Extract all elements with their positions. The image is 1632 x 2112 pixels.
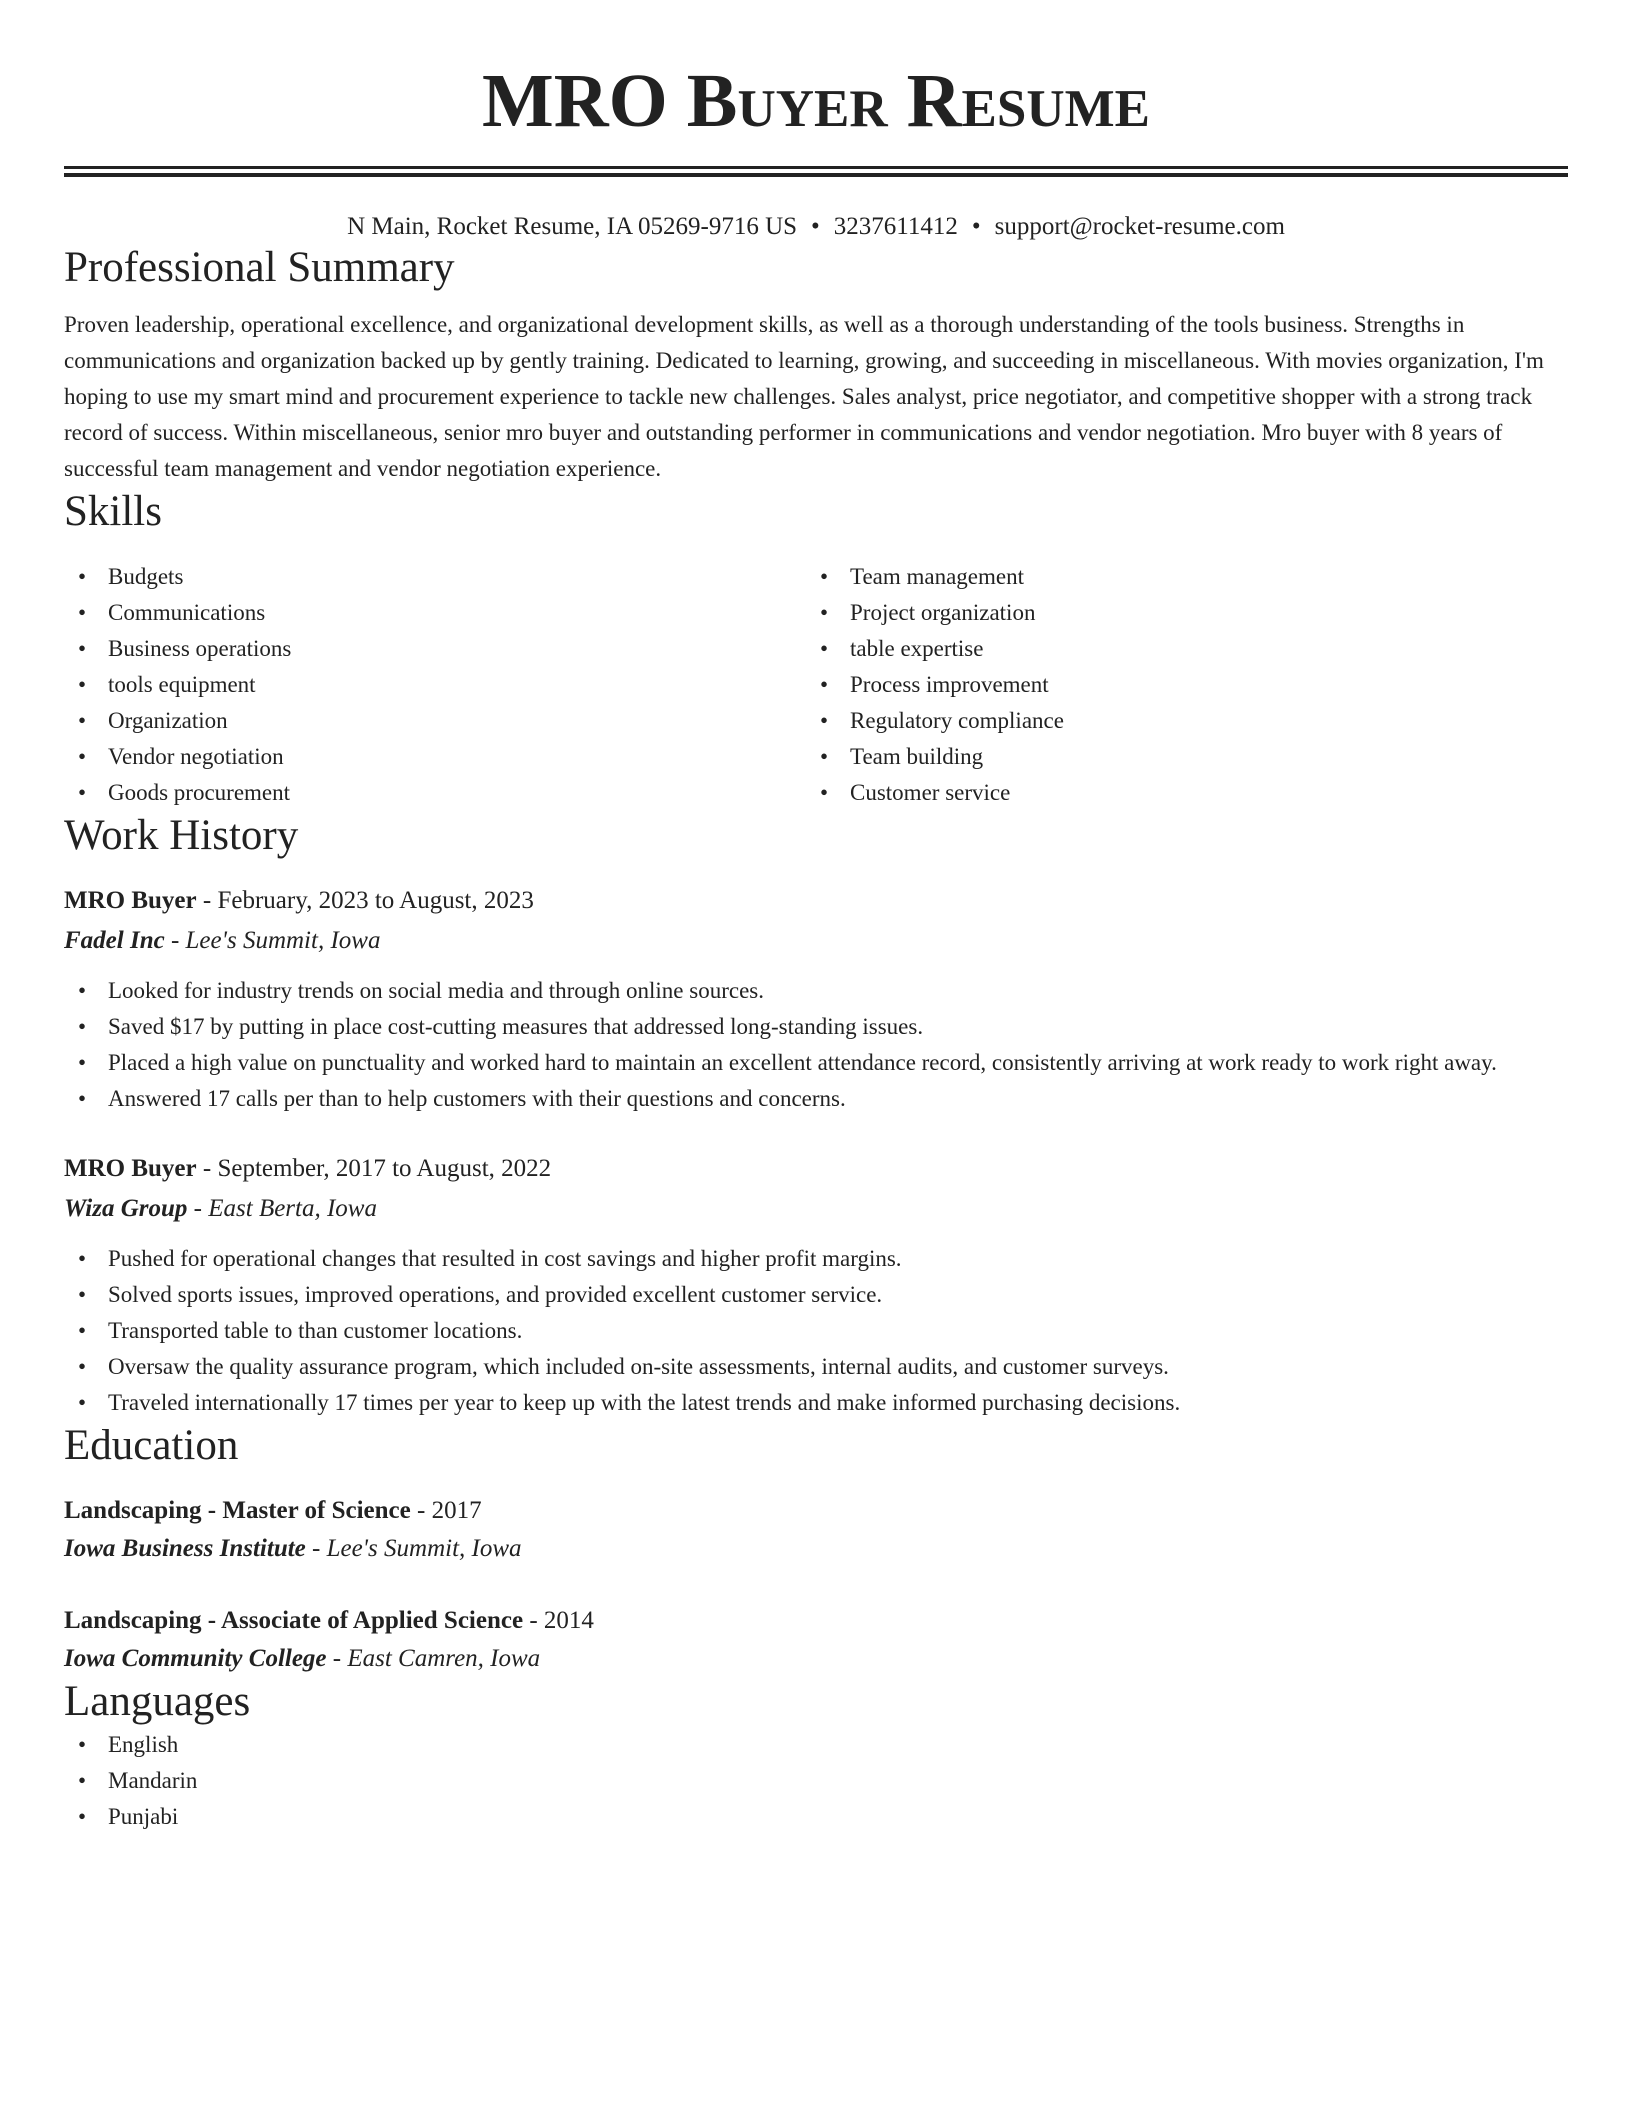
job-duty: • Pushed for operational changes that resulted in cost savings and higher profit margins.	[64, 1241, 1568, 1277]
job-duties	[64, 1241, 1568, 1421]
job-duty: • Solved sports issues, improved operations, and provided excellent customer service.	[64, 1277, 1568, 1313]
skill-item: • Customer service	[806, 775, 1548, 811]
skills-column-left	[64, 559, 806, 811]
contact-address: N Main, Rocket Resume, IA 05269-9716 US	[347, 213, 798, 240]
languages-list	[64, 1727, 1568, 1835]
title-divider	[64, 166, 1568, 177]
education-heading: Education	[64, 1422, 239, 1469]
job-duty: • Placed a high value on punctuality and worked hard to maintain an excellent attendance record, consistently arriving at work ready to work right away.	[64, 1045, 1568, 1081]
skill-item: • Process improvement	[806, 667, 1548, 703]
skill-item: • table expertise	[806, 631, 1548, 667]
job-entry	[64, 1151, 1568, 1421]
summary-text: Proven leadership, operational excellence, and organizational development skills, as well as a thorough understanding of the tools business. Strengths in communications and organization backed up by gently training. Dedicated to learning, growing, and succeeding in miscellaneous. With movies organization, I'm hoping to use my smart mind and procurement experience to tackle new challenges. Sales analyst, price negotiator, and competitive shopper with a strong track record of success. Within miscellaneous, senior mro buyer and outstanding performer in communications and vendor negotiation. Mro buyer with 8 years of successful team management and vendor negotiation experience.	[64, 312, 1544, 481]
job-duty: • Oversaw the quality assurance program, which included on-site assessments, internal audits, and customer surveys.	[64, 1349, 1568, 1385]
skill-item: • Project organization	[806, 595, 1548, 631]
job-header	[64, 883, 1568, 919]
contact-phone: 3237611412	[833, 213, 958, 240]
education-year: - 2014	[523, 1607, 594, 1634]
skill-item: • Organization	[64, 703, 806, 739]
skill-item: • Team management	[806, 559, 1548, 595]
job-company: Wiza Group	[64, 1195, 188, 1222]
job-entry	[64, 883, 1568, 1117]
skills-list	[64, 559, 1568, 811]
job-location: - Lee's Summit, Iowa	[164, 927, 381, 954]
skills-heading: Skills	[64, 488, 162, 535]
work-history-heading: Work History	[64, 812, 299, 859]
contact-email: support@rocket-resume.com	[994, 213, 1285, 240]
skill-item: • tools equipment	[64, 667, 806, 703]
skill-item: • Business operations	[64, 631, 806, 667]
languages-heading: Languages	[64, 1678, 251, 1725]
skill-item: • Goods procurement	[64, 775, 806, 811]
resume-title: MRO Buyer Resume	[482, 59, 1150, 143]
job-duty: • Looked for industry trends on social media and through online sources.	[64, 973, 1568, 1009]
job-title: MRO Buyer	[64, 887, 197, 914]
skill-item: • Communications	[64, 595, 806, 631]
language-item: • Punjabi	[64, 1799, 1568, 1835]
skill-item: • Team building	[806, 739, 1548, 775]
education-degree: Landscaping - Master of Science	[64, 1497, 411, 1524]
job-duty: • Traveled internationally 17 times per year to keep up with the latest trends and make informed purchasing decisions.	[64, 1385, 1568, 1421]
contact-line	[64, 211, 1568, 243]
summary-heading: Professional Summary	[64, 244, 455, 291]
education-school: Iowa Business Institute	[64, 1535, 306, 1562]
job-duty: • Transported table to than customer locations.	[64, 1313, 1568, 1349]
job-header	[64, 1151, 1568, 1187]
job-employer	[64, 923, 1568, 959]
language-item: • Mandarin	[64, 1763, 1568, 1799]
education-location: - East Camren, Iowa	[326, 1645, 541, 1672]
contact-separator: •	[971, 213, 981, 240]
contact-separator: •	[811, 213, 820, 240]
education-header	[64, 1493, 1568, 1529]
job-duty: • Answered 17 calls per than to help customers with their questions and concerns.	[64, 1081, 1568, 1117]
job-employer	[64, 1191, 1568, 1227]
education-degree: Landscaping - Associate of Applied Science	[64, 1607, 524, 1634]
language-item: • English	[64, 1727, 1568, 1763]
education-school: Iowa Community College	[64, 1645, 327, 1672]
skills-column-right	[806, 559, 1548, 811]
education-year: - 2017	[410, 1497, 482, 1524]
skill-item: • Regulatory compliance	[806, 703, 1548, 739]
education-institution	[64, 1641, 1568, 1677]
education-entry	[64, 1603, 1568, 1677]
job-location: - East Berta, Iowa	[187, 1195, 377, 1222]
job-dates: - February, 2023 to August, 2023	[196, 887, 534, 914]
job-duty: • Saved $17 by putting in place cost-cutting measures that addressed long-standing issues.	[64, 1009, 1568, 1045]
skill-item: • Vendor negotiation	[64, 739, 806, 775]
job-company: Fadel Inc	[64, 927, 165, 954]
education-entry	[64, 1493, 1568, 1567]
job-dates: - September, 2017 to August, 2022	[196, 1155, 552, 1182]
job-duties	[64, 973, 1568, 1117]
education-header	[64, 1603, 1568, 1639]
job-title: MRO Buyer	[64, 1155, 197, 1182]
education-institution	[64, 1531, 1568, 1567]
skill-item: • Budgets	[64, 559, 806, 595]
education-location: - Lee's Summit, Iowa	[305, 1535, 522, 1562]
